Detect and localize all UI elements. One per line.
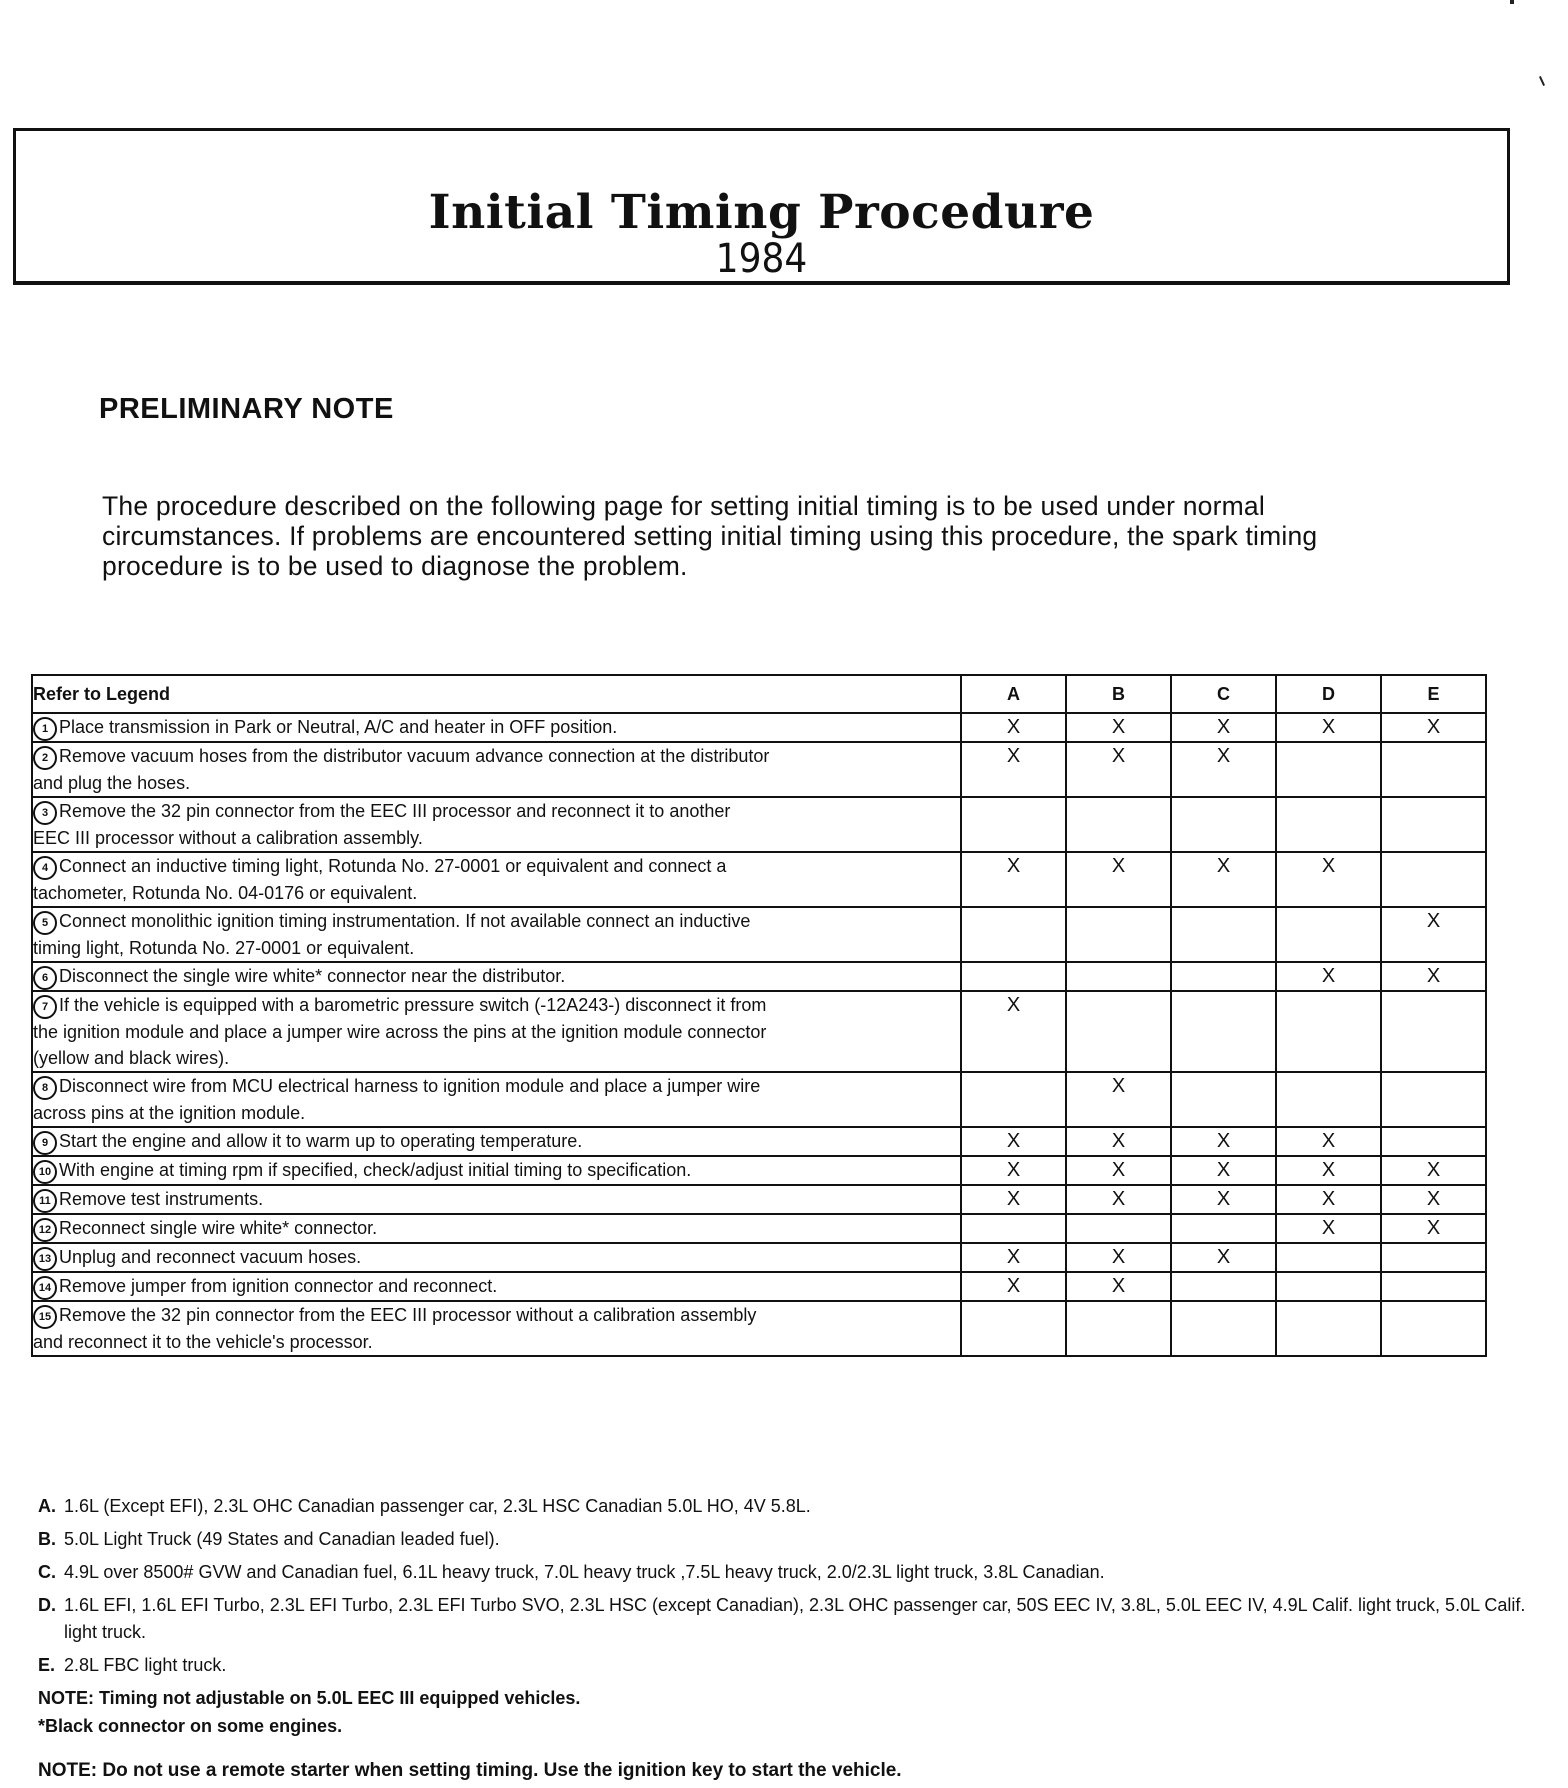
mark-cell-d — [1276, 1072, 1381, 1127]
step-cell — [32, 713, 961, 742]
step-cell — [32, 1127, 961, 1156]
table-row — [32, 852, 1486, 907]
mark-cell-d: X — [1276, 1127, 1381, 1156]
step-number-icon: 1 — [33, 717, 57, 741]
legend-item — [38, 1592, 1528, 1646]
step-number-icon: 12 — [33, 1218, 57, 1242]
mark-cell-b — [1066, 1301, 1171, 1356]
mark-cell-b: X — [1066, 1072, 1171, 1127]
step-text: Remove test instruments. — [59, 1189, 264, 1209]
table-row — [32, 1214, 1486, 1243]
mark-cell-c: X — [1171, 1185, 1276, 1214]
step-text: Disconnect wire from MCU electrical harness to ignition module and place a jumper wire across pins at the ignition module. — [33, 1076, 761, 1123]
mark-cell-b — [1066, 1214, 1171, 1243]
step-text: Remove vacuum hoses from the distributor vacuum advance connection at the distributor and plug the hoses. — [33, 746, 770, 793]
mark-cell-a: X — [961, 1156, 1066, 1185]
legend-text: 5.0L Light Truck (49 States and Canadian leaded fuel). — [64, 1529, 500, 1549]
step-number-icon: 7 — [33, 995, 57, 1019]
mark-cell-e: X — [1381, 907, 1486, 962]
page-year: 1984 — [715, 236, 808, 282]
table-row — [32, 1272, 1486, 1301]
mark-cell-e — [1381, 1272, 1486, 1301]
table-row — [32, 1156, 1486, 1185]
legend-text: 1.6L EFI, 1.6L EFI Turbo, 2.3L EFI Turbo, 2.3L EFI Turbo SVO, 2.3L HSC (except Canadian), 2.3L OHC passenger car, 50S EEC IV, 3.8L, 5.0L EEC IV, 4.9L Calif. light truck, 5.0L Calif. light truck. — [64, 1595, 1526, 1642]
step-number-icon: 3 — [33, 801, 57, 825]
step-number-icon: 4 — [33, 856, 57, 880]
mark-cell-c — [1171, 907, 1276, 962]
mark-cell-b — [1066, 962, 1171, 991]
table-row — [32, 907, 1486, 962]
legend-letter: C. — [38, 1562, 56, 1582]
step-text: Remove the 32 pin connector from the EEC III processor without a calibration assembly and reconnect it to the vehicle's processor. — [33, 1305, 757, 1352]
preliminary-heading: PRELIMINARY NOTE — [99, 393, 394, 425]
mark-cell-a — [961, 1214, 1066, 1243]
legend-item — [38, 1526, 1528, 1553]
mark-cell-b: X — [1066, 742, 1171, 797]
mark-cell-b — [1066, 907, 1171, 962]
step-cell — [32, 1243, 961, 1272]
mark-cell-d — [1276, 907, 1381, 962]
step-number-icon: 14 — [33, 1276, 57, 1300]
mark-cell-e — [1381, 1127, 1486, 1156]
mark-cell-d: X — [1276, 852, 1381, 907]
mark-cell-b — [1066, 991, 1171, 1072]
column-header-d: D — [1276, 675, 1381, 713]
legend-text: 1.6L (Except EFI), 2.3L OHC Canadian passenger car, 2.3L HSC Canadian 5.0L HO, 4V 5.8L. — [64, 1496, 811, 1516]
mark-cell-d — [1276, 1243, 1381, 1272]
mark-cell-d: X — [1276, 962, 1381, 991]
mark-cell-d — [1276, 1301, 1381, 1356]
step-number-icon: 15 — [33, 1305, 57, 1329]
mark-cell-a: X — [961, 1243, 1066, 1272]
mark-cell-d: X — [1276, 1214, 1381, 1243]
mark-cell-c — [1171, 962, 1276, 991]
table-row — [32, 713, 1486, 742]
mark-cell-c: X — [1171, 852, 1276, 907]
column-header-e: E — [1381, 675, 1486, 713]
legend-item — [38, 1559, 1528, 1586]
mark-cell-c — [1171, 1301, 1276, 1356]
step-cell — [32, 1156, 961, 1185]
table-row — [32, 1072, 1486, 1127]
step-text: Remove the 32 pin connector from the EEC III processor and reconnect it to another EEC III processor without a calibration assembly. — [33, 801, 731, 848]
legend-header: Refer to Legend — [32, 675, 961, 713]
mark-cell-e — [1381, 742, 1486, 797]
black-connector-note: *Black connector on some engines. — [38, 1716, 343, 1736]
mark-cell-c — [1171, 991, 1276, 1072]
legend-letter: A. — [38, 1496, 56, 1516]
mark-cell-d — [1276, 742, 1381, 797]
mark-cell-a: X — [961, 742, 1066, 797]
column-header-b: B — [1066, 675, 1171, 713]
mark-cell-a: X — [961, 852, 1066, 907]
step-number-icon: 6 — [33, 966, 57, 990]
mark-cell-e — [1381, 797, 1486, 852]
mark-cell-c: X — [1171, 1127, 1276, 1156]
step-text: Remove jumper from ignition connector and reconnect. — [59, 1276, 498, 1296]
mark-cell-e: X — [1381, 1156, 1486, 1185]
step-number-icon: 10 — [33, 1160, 57, 1184]
table-row — [32, 1301, 1486, 1356]
mark-cell-a: X — [961, 713, 1066, 742]
table-row — [32, 962, 1486, 991]
legend-text: 2.8L FBC light truck. — [64, 1655, 227, 1675]
mark-cell-e: X — [1381, 962, 1486, 991]
mark-cell-e — [1381, 991, 1486, 1072]
table-row — [32, 742, 1486, 797]
column-header-c: C — [1171, 675, 1276, 713]
mark-cell-c: X — [1171, 1156, 1276, 1185]
mark-cell-c: X — [1171, 1243, 1276, 1272]
scan-speck — [1510, 0, 1514, 4]
mark-cell-e — [1381, 1243, 1486, 1272]
column-header-a: A — [961, 675, 1066, 713]
mark-cell-e: X — [1381, 1214, 1486, 1243]
step-cell — [32, 1072, 961, 1127]
step-cell — [32, 1272, 961, 1301]
table-header-row — [32, 675, 1486, 713]
step-text: Connect monolithic ignition timing instrumentation. If not available connect an inductive timing light, Rotunda No. 27-0001 or equivalent. — [33, 911, 751, 958]
mark-cell-c — [1171, 1272, 1276, 1301]
mark-cell-b — [1066, 797, 1171, 852]
mark-cell-c — [1171, 1214, 1276, 1243]
mark-cell-e — [1381, 1072, 1486, 1127]
mark-cell-d: X — [1276, 1185, 1381, 1214]
mark-cell-b: X — [1066, 852, 1171, 907]
mark-cell-a: X — [961, 1127, 1066, 1156]
table-row — [32, 1127, 1486, 1156]
mark-cell-a — [961, 797, 1066, 852]
step-cell — [32, 1185, 961, 1214]
legend-item — [38, 1652, 1528, 1679]
legend-list — [38, 1493, 1528, 1685]
mark-cell-d — [1276, 991, 1381, 1072]
step-cell — [32, 1301, 961, 1356]
legend-text: 4.9L over 8500# GVW and Canadian fuel, 6.1L heavy truck, 7.0L heavy truck ,7.5L heavy truck, 2.0/2.3L light truck, 3.8L Canadian. — [64, 1562, 1105, 1582]
mark-cell-d — [1276, 797, 1381, 852]
legend-letter: E. — [38, 1655, 56, 1675]
step-cell — [32, 991, 961, 1072]
mark-cell-d — [1276, 1272, 1381, 1301]
mark-cell-d: X — [1276, 1156, 1381, 1185]
step-number-icon: 5 — [33, 911, 57, 935]
step-cell — [32, 907, 961, 962]
mark-cell-c: X — [1171, 742, 1276, 797]
step-text: If the vehicle is equipped with a barometric pressure switch (-12A243-) disconnect it from the ignition module and place a jumper wire across the pins at the ignition module connector (yellow and black wires). — [33, 995, 767, 1068]
mark-cell-b: X — [1066, 713, 1171, 742]
title-box — [13, 128, 1510, 285]
step-text: Connect an inductive timing light, Rotunda No. 27-0001 or equivalent and connect a tachometer, Rotunda No. 04-0176 or equivalent. — [33, 856, 727, 903]
mark-cell-b: X — [1066, 1156, 1171, 1185]
legend-letter: D. — [38, 1595, 56, 1615]
mark-cell-b: X — [1066, 1272, 1171, 1301]
table-row — [32, 1243, 1486, 1272]
mark-cell-b: X — [1066, 1185, 1171, 1214]
preliminary-text: The procedure described on the following page for setting initial timing is to be used under normal circumstances. If problems are encountered setting initial timing using this procedure, the spark timing procedure is to be used to diagnose the problem. — [102, 491, 1318, 581]
timing-note: NOTE: Timing not adjustable on 5.0L EEC III equipped vehicles. — [38, 1688, 581, 1708]
step-number-icon: 8 — [33, 1076, 57, 1100]
legend-letter: B. — [38, 1529, 56, 1549]
mark-cell-e: X — [1381, 713, 1486, 742]
mark-cell-c — [1171, 797, 1276, 852]
mark-cell-e: X — [1381, 1185, 1486, 1214]
mark-cell-a — [961, 962, 1066, 991]
step-text: Reconnect single wire white* connector. — [59, 1218, 378, 1238]
scan-speck — [1539, 76, 1545, 86]
table-row — [32, 991, 1486, 1072]
mark-cell-b: X — [1066, 1127, 1171, 1156]
procedure-table — [31, 674, 1487, 1357]
remote-starter-note: NOTE: Do not use a remote starter when setting timing. Use the ignition key to start the vehicle. — [38, 1760, 902, 1781]
step-cell — [32, 1214, 961, 1243]
step-text: Place transmission in Park or Neutral, A/C and heater in OFF position. — [59, 717, 618, 737]
mark-cell-a: X — [961, 1272, 1066, 1301]
step-text: Unplug and reconnect vacuum hoses. — [59, 1247, 362, 1267]
step-number-icon: 2 — [33, 746, 57, 770]
mark-cell-a: X — [961, 1185, 1066, 1214]
mark-cell-a: X — [961, 991, 1066, 1072]
mark-cell-e — [1381, 1301, 1486, 1356]
step-text: With engine at timing rpm if specified, check/adjust initial timing to specification. — [59, 1160, 692, 1180]
mark-cell-a — [961, 1072, 1066, 1127]
step-cell — [32, 797, 961, 852]
mark-cell-a — [961, 1301, 1066, 1356]
step-number-icon: 9 — [33, 1131, 57, 1155]
step-cell — [32, 852, 961, 907]
legend-item — [38, 1493, 1528, 1520]
step-text: Disconnect the single wire white* connector near the distributor. — [59, 966, 566, 986]
mark-cell-a — [961, 907, 1066, 962]
step-number-icon: 11 — [33, 1189, 57, 1213]
procedure-table-body — [32, 713, 1486, 1356]
step-number-icon: 13 — [33, 1247, 57, 1271]
mark-cell-c — [1171, 1072, 1276, 1127]
mark-cell-b: X — [1066, 1243, 1171, 1272]
mark-cell-d: X — [1276, 713, 1381, 742]
step-cell — [32, 962, 961, 991]
mark-cell-c: X — [1171, 713, 1276, 742]
table-row — [32, 797, 1486, 852]
step-cell — [32, 742, 961, 797]
table-row — [32, 1185, 1486, 1214]
mark-cell-e — [1381, 852, 1486, 907]
page-title: Initial Timing Procedure — [428, 185, 1095, 240]
step-text: Start the engine and allow it to warm up to operating temperature. — [59, 1131, 583, 1151]
